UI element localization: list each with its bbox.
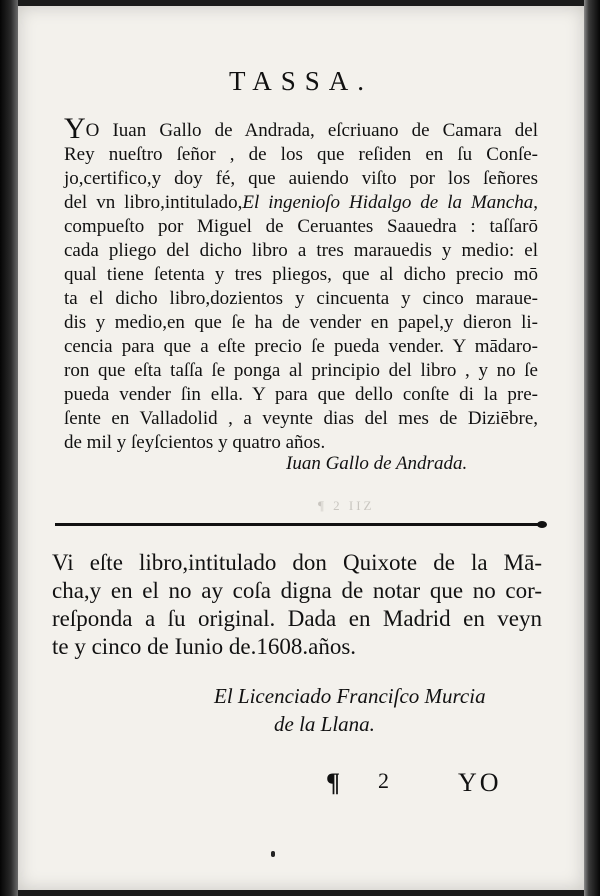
book-title-italic: El ingenioſo Hidalgo de la Mancha: [242, 192, 534, 213]
body-line: ſente en Valladolid , a veynte dias del mes de Diziēbre,: [64, 408, 538, 429]
body-line: qual tiene ſetenta y tres pliegos, que al dicho precio mō: [64, 264, 538, 285]
body-line: pueda vender ſin ella. Y para que dello conſte di la pre-: [64, 384, 538, 405]
section-divider-rule: [55, 523, 539, 526]
body-line: jo,certifico,y doy fé, que auiendo viſto por los ſeñores: [64, 168, 538, 189]
approval-line: te y cinco de Iunio de.1608.años.: [52, 634, 357, 659]
approval-line: reſponda a ſu original. Dada en Madrid en veyn: [52, 606, 542, 631]
body-line: Rey nueſtro ſeñor , de los que reſiden en ſu Conſe-: [64, 144, 538, 165]
book-page: [18, 6, 584, 890]
body-line: de mil y ſeyſcientos y quatro años.: [64, 432, 326, 453]
book-gutter-left: [0, 0, 18, 896]
drop-cap: Y: [64, 112, 86, 145]
body-line: cencia para que a eſte precio ſe pueda vender. Y mādaro-: [64, 336, 538, 357]
approval-line: cha,y en el no ay coſa digna de notar que no cor-: [52, 578, 542, 603]
licenciado-line: de la Llana.: [274, 712, 375, 736]
book-edge-right: [584, 0, 600, 896]
body-line: cada pliego del dicho libro a tres marauedis y medio: el: [64, 240, 538, 261]
body-line: ron que eſta taſſa ſe ponga al principio del libro , y no ſe: [64, 360, 538, 381]
body-line: ta el dicho libro,dozientos y cincuenta y cinco maraue-: [64, 288, 538, 309]
page-footer: [18, 768, 584, 798]
body-line: compueſto por Miguel de Ceruantes Saauedra : taſſarō: [64, 216, 538, 237]
signature-number: 2: [378, 768, 389, 793]
approval-line: Vi eſte libro,intitulado don Quixote de la Mā-: [52, 550, 542, 575]
signature-mark-icon: ¶: [326, 768, 341, 797]
licenciado-line: El Licenciado Franciſco Murcia: [214, 684, 486, 708]
tassa-body: [64, 112, 538, 455]
ink-speck: [271, 851, 275, 857]
page-title: TASSA.: [228, 66, 374, 96]
scrivener-signature: Iuan Gallo de Andrada.: [286, 453, 468, 474]
catchword: YO: [458, 768, 502, 797]
approval-text: [52, 549, 542, 661]
body-line: del vn libro,intitulado,El ingenioſo Hidalgo de la Mancha,: [64, 192, 538, 213]
licenciado-signature: [214, 682, 486, 738]
bleed-through-text: ¶ 2 ΙΙΖ: [318, 498, 375, 513]
body-line: dis y medio,en que ſe ha de vender en papel,y dieron li-: [64, 312, 538, 333]
body-line: YO Iuan Gallo de Andrada, eſcriuano de Camara del: [64, 112, 538, 145]
